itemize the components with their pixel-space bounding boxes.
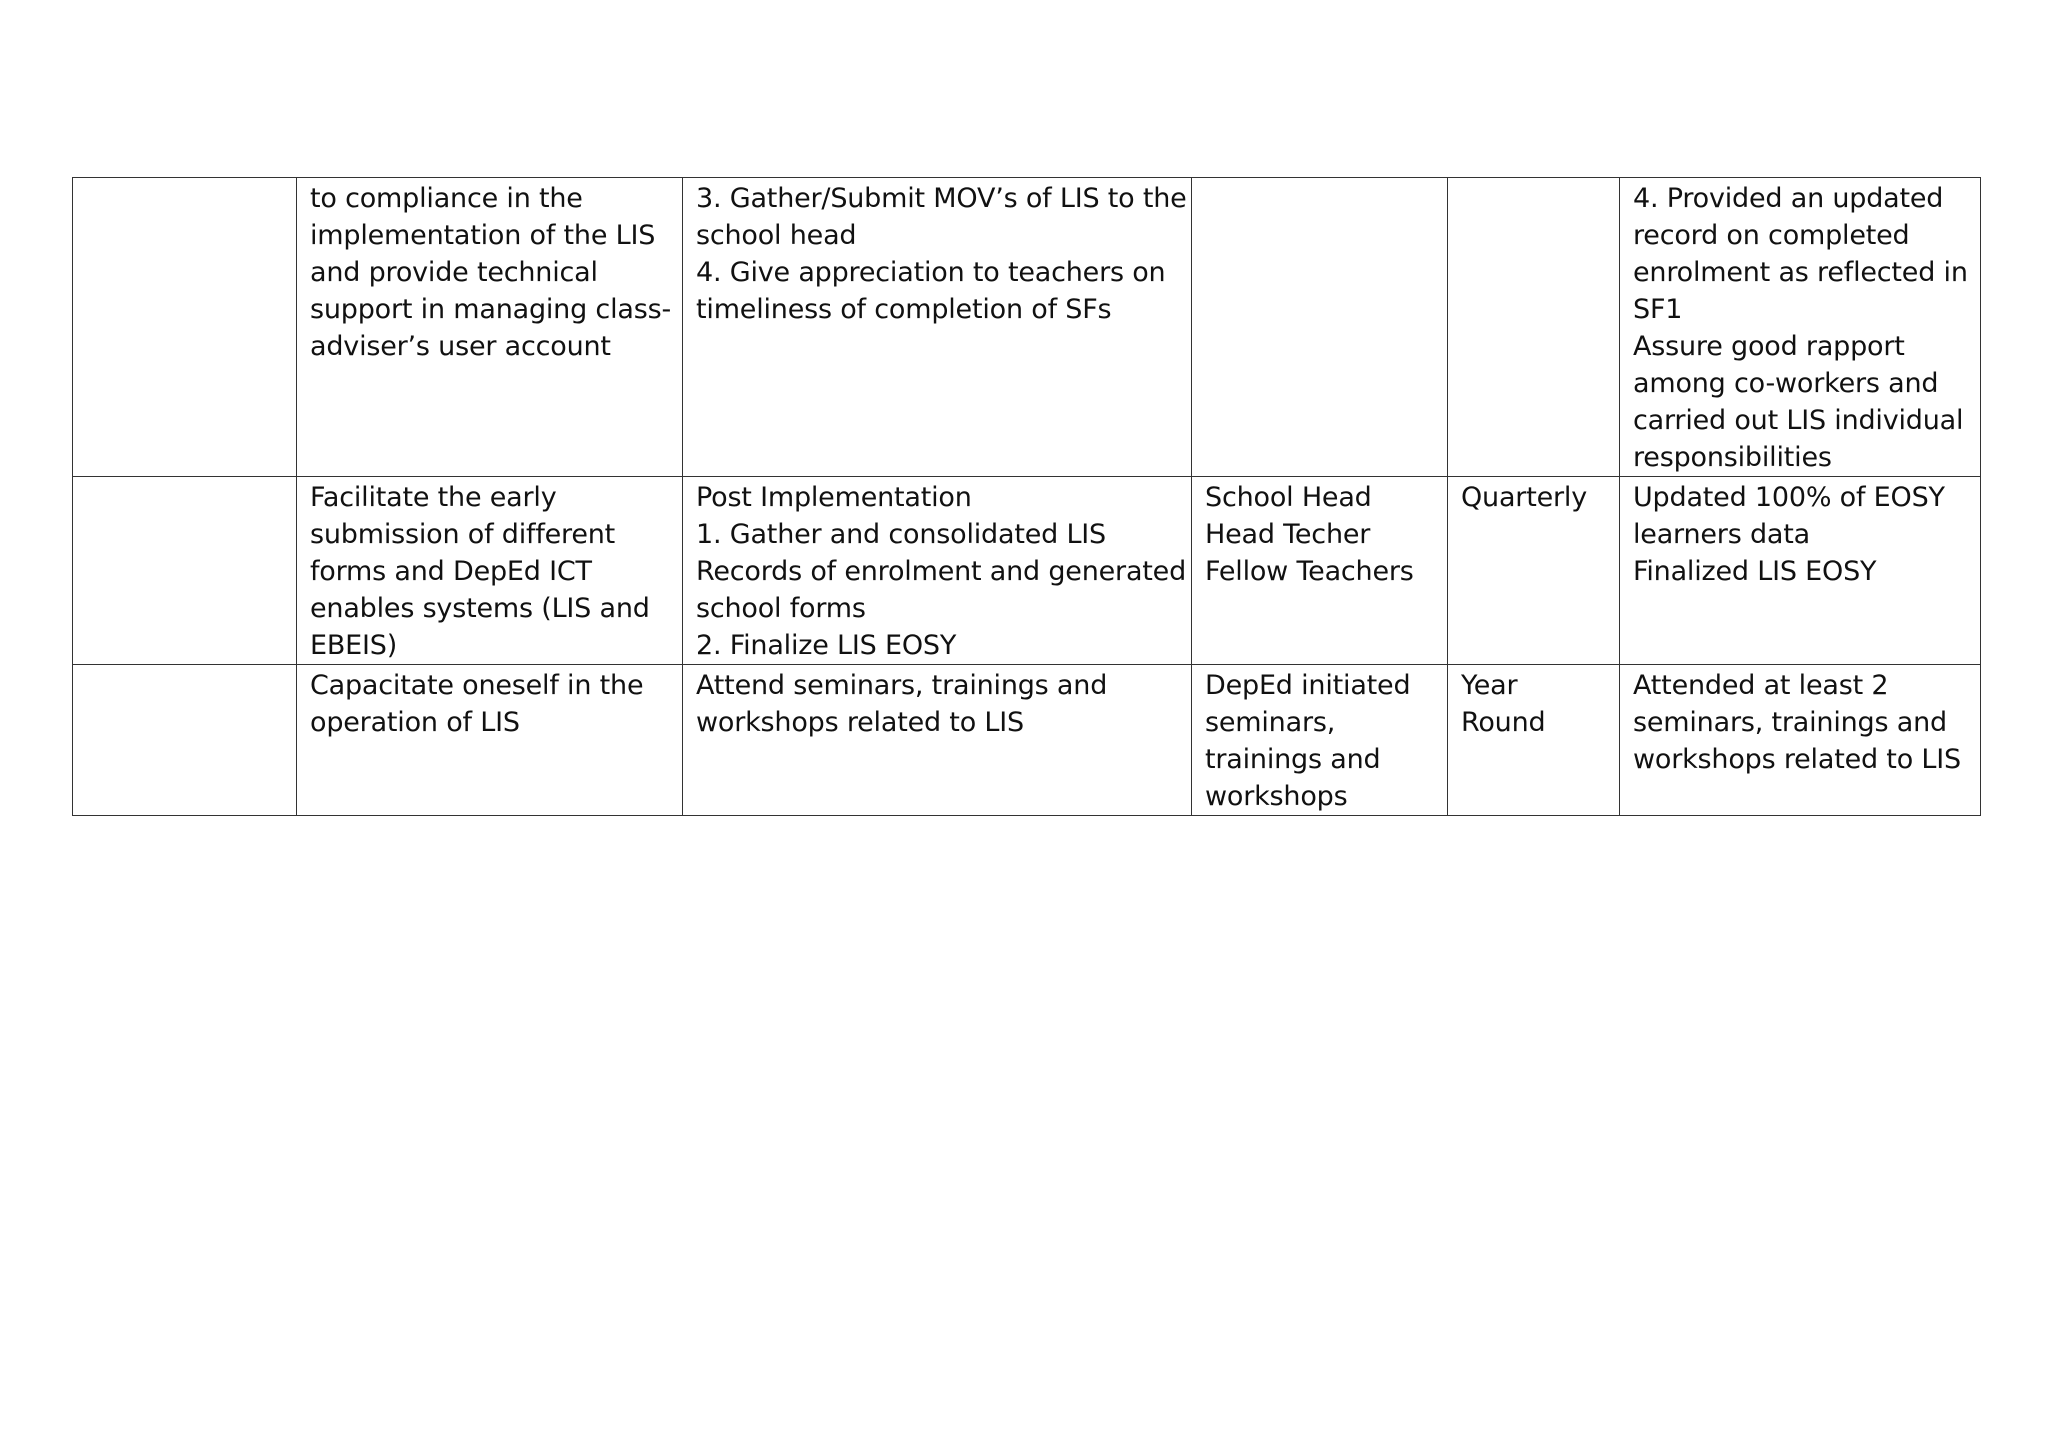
cell-text-line: support in managing class- xyxy=(310,294,671,325)
cell-text-line: trainings and xyxy=(1205,744,1381,775)
cell-text-line: Capacitate oneself in the xyxy=(310,670,644,701)
cell-text-line: Updated 100% of EOSY xyxy=(1633,482,1945,513)
cell-text-line: implementation of the LIS xyxy=(310,220,656,251)
cell-text-line: among co-workers and xyxy=(1633,368,1939,399)
cell-text-line: enrolment as reflected in xyxy=(1633,257,1968,288)
cell-text-line: forms and DepEd ICT xyxy=(310,556,592,587)
table-cell-persons-involved xyxy=(1192,178,1448,477)
cell-text-line: Finalized LIS EOSY xyxy=(1633,556,1877,587)
cell-text-line: record on completed xyxy=(1633,220,1910,251)
cell-text-line: school head xyxy=(696,220,857,251)
table-cell-time-frame xyxy=(1448,178,1620,477)
cell-text-line: workshops xyxy=(1205,781,1348,812)
table-cell-activities xyxy=(683,178,1192,477)
table-cell-activities xyxy=(683,477,1192,665)
cell-text-line: carried out LIS individual xyxy=(1633,405,1964,436)
cell-text-line: learners data xyxy=(1633,519,1810,550)
cell-text-line: to compliance in the xyxy=(310,183,583,214)
cell-text-line: Attended at least 2 xyxy=(1633,670,1889,701)
cell-text-line: Attend seminars, trainings and xyxy=(696,670,1108,701)
cell-text-line: Facilitate the early xyxy=(310,482,557,513)
cell-text-line: Post Implementation xyxy=(696,482,972,513)
table-cell-expected-outcome xyxy=(1620,665,1981,816)
table-cell-persons-involved xyxy=(1192,665,1448,816)
cell-text-line: timeliness of completion of SFs xyxy=(696,294,1112,325)
table-cell-expected-outcome xyxy=(1620,178,1981,477)
cell-text-line: Quarterly xyxy=(1461,482,1587,513)
cell-text-line: responsibilities xyxy=(1633,442,1832,473)
cell-text-line: Year xyxy=(1461,670,1518,701)
cell-text-line: enables systems (LIS and xyxy=(310,593,650,624)
table-cell-area xyxy=(73,178,297,477)
cell-text-line: Round xyxy=(1461,707,1546,738)
cell-text-line: seminars, xyxy=(1205,707,1336,738)
cell-text-line: Assure good rapport xyxy=(1633,331,1905,362)
cell-text-line: DepEd initiated xyxy=(1205,670,1411,701)
table-row xyxy=(73,665,1981,816)
cell-text-line: Fellow Teachers xyxy=(1205,556,1414,587)
table-cell-expected-outcome xyxy=(1620,477,1981,665)
cell-text-line: EBEIS) xyxy=(310,630,398,661)
table-cell-time-frame xyxy=(1448,477,1620,665)
action-plan-table xyxy=(72,177,1981,816)
table-cell-activities xyxy=(683,665,1192,816)
cell-text-line: workshops related to LIS xyxy=(1633,744,1961,775)
cell-text-line: submission of different xyxy=(310,519,616,550)
table-cell-area xyxy=(73,477,297,665)
cell-text-line: 1. Gather and consolidated LIS xyxy=(696,519,1106,550)
cell-text-line: Records of enrolment and generated xyxy=(696,556,1187,587)
cell-text-line: 4. Give appreciation to teachers on xyxy=(696,257,1166,288)
cell-text-line: 4. Provided an updated xyxy=(1633,183,1944,214)
table-cell-persons-involved xyxy=(1192,477,1448,665)
cell-text-line: workshops related to LIS xyxy=(696,707,1024,738)
table-cell-area xyxy=(73,665,297,816)
cell-text-line: and provide technical xyxy=(310,257,598,288)
cell-text-line: seminars, trainings and xyxy=(1633,707,1947,738)
table-row xyxy=(73,178,1981,477)
cell-text-line: 2. Finalize LIS EOSY xyxy=(696,630,957,661)
table-cell-objective xyxy=(297,665,683,816)
table-cell-time-frame xyxy=(1448,665,1620,816)
table-cell-objective xyxy=(297,477,683,665)
cell-text-line: SF1 xyxy=(1633,294,1683,325)
cell-text-line: Head Techer xyxy=(1205,519,1371,550)
cell-text-line: 3. Gather/Submit MOV’s of LIS to the xyxy=(696,183,1187,214)
cell-text-line: School Head xyxy=(1205,482,1372,513)
cell-text-line: school forms xyxy=(696,593,866,624)
cell-text-line: operation of LIS xyxy=(310,707,520,738)
table-row xyxy=(73,477,1981,665)
cell-text-line: adviser’s user account xyxy=(310,331,611,362)
table-cell-objective xyxy=(297,178,683,477)
